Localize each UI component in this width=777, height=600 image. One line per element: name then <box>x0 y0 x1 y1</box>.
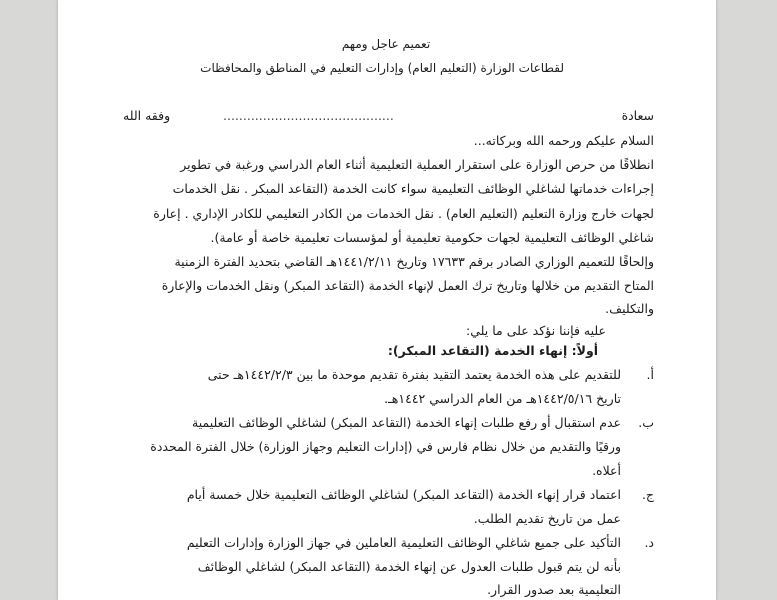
item-c-line: اعتماد قرار إنهاء الخدمة (التقاعد المبكر) لشاغلي الوظائف التعليمية خلال خمسة أيام <box>186 487 621 502</box>
item-b-line: ورقيًا والتقديم من خلال نظام فارس في (إدارات التعليم وجهاز الوزارة) خلال الفترة المحددة <box>150 439 621 454</box>
para2-line: المتاح التقديم من خلالها وتاريخ ترك العمل لإنهاء الخدمة (التقاعد المبكر) ونقل الخدمات والإعارة <box>161 278 654 293</box>
intro-line: عليه فإننا نؤكد على ما يلي: <box>466 323 606 338</box>
document-page <box>58 0 716 600</box>
para1-line: انطلاقًا من حرص الوزارة على استقرار العملية التعليمية أثناء العام الدراسي ورغبة في تطوير <box>180 157 654 172</box>
item-marker: أ. <box>646 367 654 382</box>
item-b-line: أعلاه. <box>592 463 621 478</box>
item-a-line: تاريخ ١٤٤٢/٥/١٦هـ من العام الدراسي ١٤٤٢هـ. <box>384 391 621 406</box>
para2-line: وإلحاقًا للتعميم الوزاري الصادر برقم ١٧٦٣٣ وتاريخ ١٤٤١/٢/١١هـ القاضي بتحديد الفترة الزمنية <box>174 254 654 269</box>
item-marker: ج. <box>641 487 654 502</box>
para1-line: لجهات خارج وزارة التعليم (التعليم العام) . نقل الخدمات من الكادر التعليمي للكادر الإداري . إعارة <box>153 206 654 221</box>
item-d-line: التعليمية بعد صدور القرار. <box>487 582 621 597</box>
item-d-line: بأنه لن يتم قبول طلبات العدول عن إنهاء الخدمة (التقاعد المبكر) لشاغلي الوظائف <box>197 559 621 574</box>
para2-line: والتكليف. <box>605 301 654 316</box>
memo-title: تعميم عاجل ومهم <box>341 37 431 51</box>
salutation-blessing: وفقه الله <box>123 108 171 123</box>
salutation-honorific: سعادة <box>621 108 654 123</box>
salutation-dots: ........................................... <box>223 108 394 123</box>
greeting: السلام عليكم ورحمه الله وبركاته... <box>473 133 654 148</box>
section-title: أولاً: إنهاء الخدمة (التقاعد المبكر): <box>387 343 598 358</box>
item-a-line: للتقديم على هذه الخدمة يعتمد التقيد بفترة تقديم موحدة ما بين ١٤٤٢/٢/٣هـ حتى <box>207 367 621 382</box>
item-marker: ب. <box>638 415 654 430</box>
item-marker: د. <box>644 535 654 550</box>
item-b-line: عدم استقبال أو رفع طلبات إنهاء الخدمة (التقاعد المبكر) لشاغلي الوظائف التعليمية <box>192 415 621 430</box>
para1-line: إجراءات خدماتها لشاغلي الوظائف التعليمية سواء كانت الخدمة (التقاعد المبكر . نقل الخدمات <box>172 181 654 196</box>
item-d-line: التأكيد على جميع شاغلي الوظائف التعليمية العاملين في جهاز الوزارة وإدارات التعليم <box>186 535 621 550</box>
item-c-line: عمل من تاريخ تقديم الطلب. <box>473 511 621 526</box>
para1-line: شاغلي الوظائف التعليمية لجهات حكومية تعليمية أو لمؤسسات تعليمية خاصة أو عامة). <box>210 230 654 245</box>
memo-recipients: لقطاعات الوزارة (التعليم العام) وإدارات التعليم في المناطق والمحافظات <box>200 61 564 75</box>
